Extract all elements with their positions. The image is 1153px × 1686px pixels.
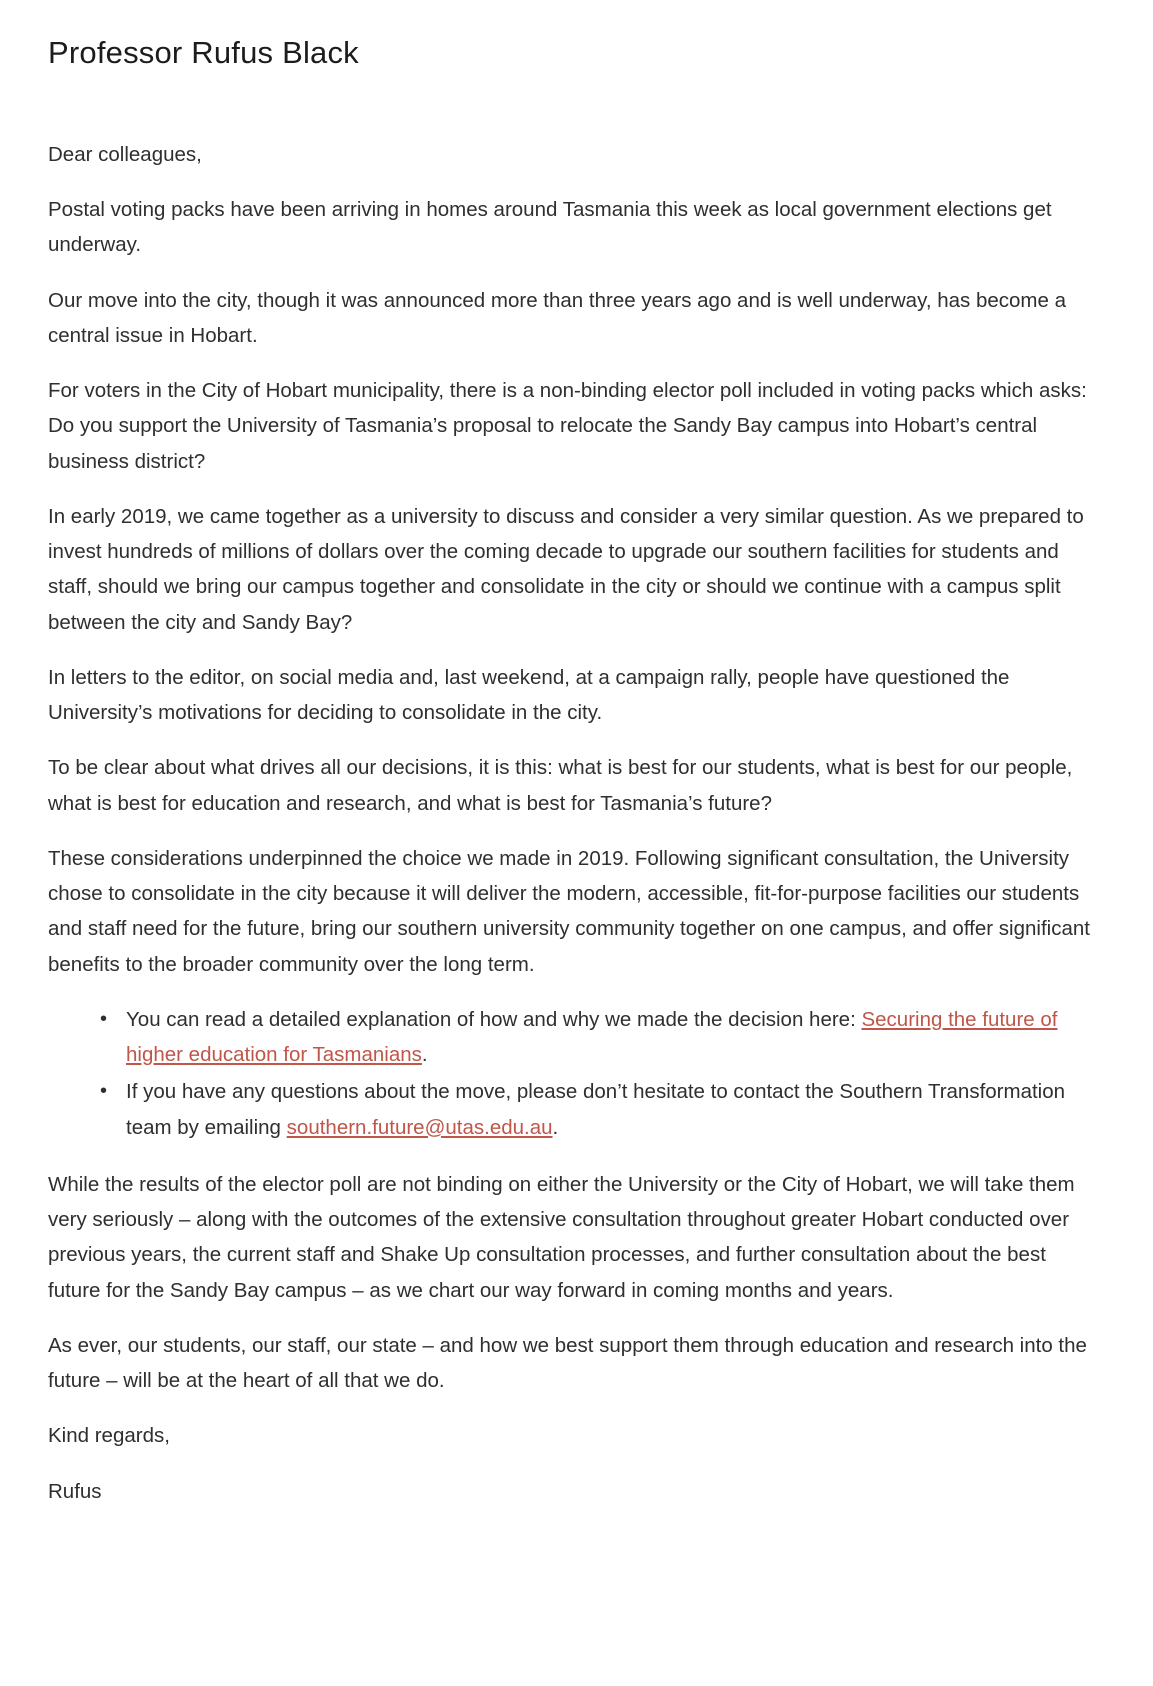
bullet-list [48,1002,1093,1145]
paragraph-9: As ever, our students, our staff, our state – and how we best support them through education and research into the future – will be at the heart of all that we do. [48,1333,1087,1392]
paragraph-5: In letters to the editor, on social media and, last weekend, at a campaign rally, people have questioned the University’s motivations for deciding to consolidate in the city. [48,665,1010,724]
southern-future-email-link[interactable]: southern.future@utas.edu.au [286,1115,553,1139]
bullet-2-trail-text: . [552,1115,559,1139]
signature: Rufus [48,1479,102,1503]
closing-line: Kind regards, [48,1424,170,1448]
paragraph-1: Postal voting packs have been arriving in homes around Tasmania this week as local government elections get underway. [48,198,1052,257]
paragraph-6: To be clear about what drives all our decisions, it is this: what is best for our students, what is best for our people, what is best for education and research, and what is best for Tasmania’s future? [48,756,1073,815]
salutation: Dear colleagues, [48,142,202,166]
paragraph-3: For voters in the City of Hobart municipality, there is a non-binding elector poll included in voting packs which asks: Do you support the University of Tasmania’s proposal to relocate the Sandy Bay campus into Hobart’s central business district? [48,379,1087,473]
paragraph-8: While the results of the elector poll are not binding on either the University or the City of Hobart, we will take them very seriously – along with the outcomes of the extensive consultation throughout greater Hobart conducted over previous years, the current staff and Shake Up consultation processes, and further consultation about the best future for the Sandy Bay campus – as we chart our way forward in coming months and years. [48,1172,1075,1302]
paragraph-2: Our move into the city, though it was announced more than three years ago and is well underway, has become a central issue in Hobart. [48,288,1066,347]
paragraph-7: These considerations underpinned the choice we made in 2019. Following significant consultation, the University chose to consolidate in the city because it will deliver the modern, accessible, fit-for-purpose facilities our students and staff need for the future, bring our southern university community together on one campus, and offer significant benefits to the broader community over the long term. [48,846,1090,976]
bullet-1-trail-text: . [421,1043,428,1066]
bullet-1-lead-text: You can read a detailed explanation of how and why we made the decision here: [126,1007,862,1031]
paragraph-4: In early 2019, we came together as a university to discuss and consider a very similar question. As we prepared to invest hundreds of millions of dollars over the coming decade to upgrade our southern facilities for students and staff, should we bring our campus together and consolidate in the city or should we continue with a campus split between the city and Sandy Bay? [48,504,1084,634]
letter-body [48,137,1093,1509]
decision-explanation-link[interactable]: Securing the future of higher education for Tasmanians [126,1007,1058,1066]
list-item [100,1002,1093,1073]
list-item [100,1074,1093,1145]
page-title: Professor Rufus Black [48,35,359,70]
bullet-2-lead-text: If you have any questions about the move, please don’t hesitate to contact the Southern Transformation team by emailing [126,1080,1066,1139]
